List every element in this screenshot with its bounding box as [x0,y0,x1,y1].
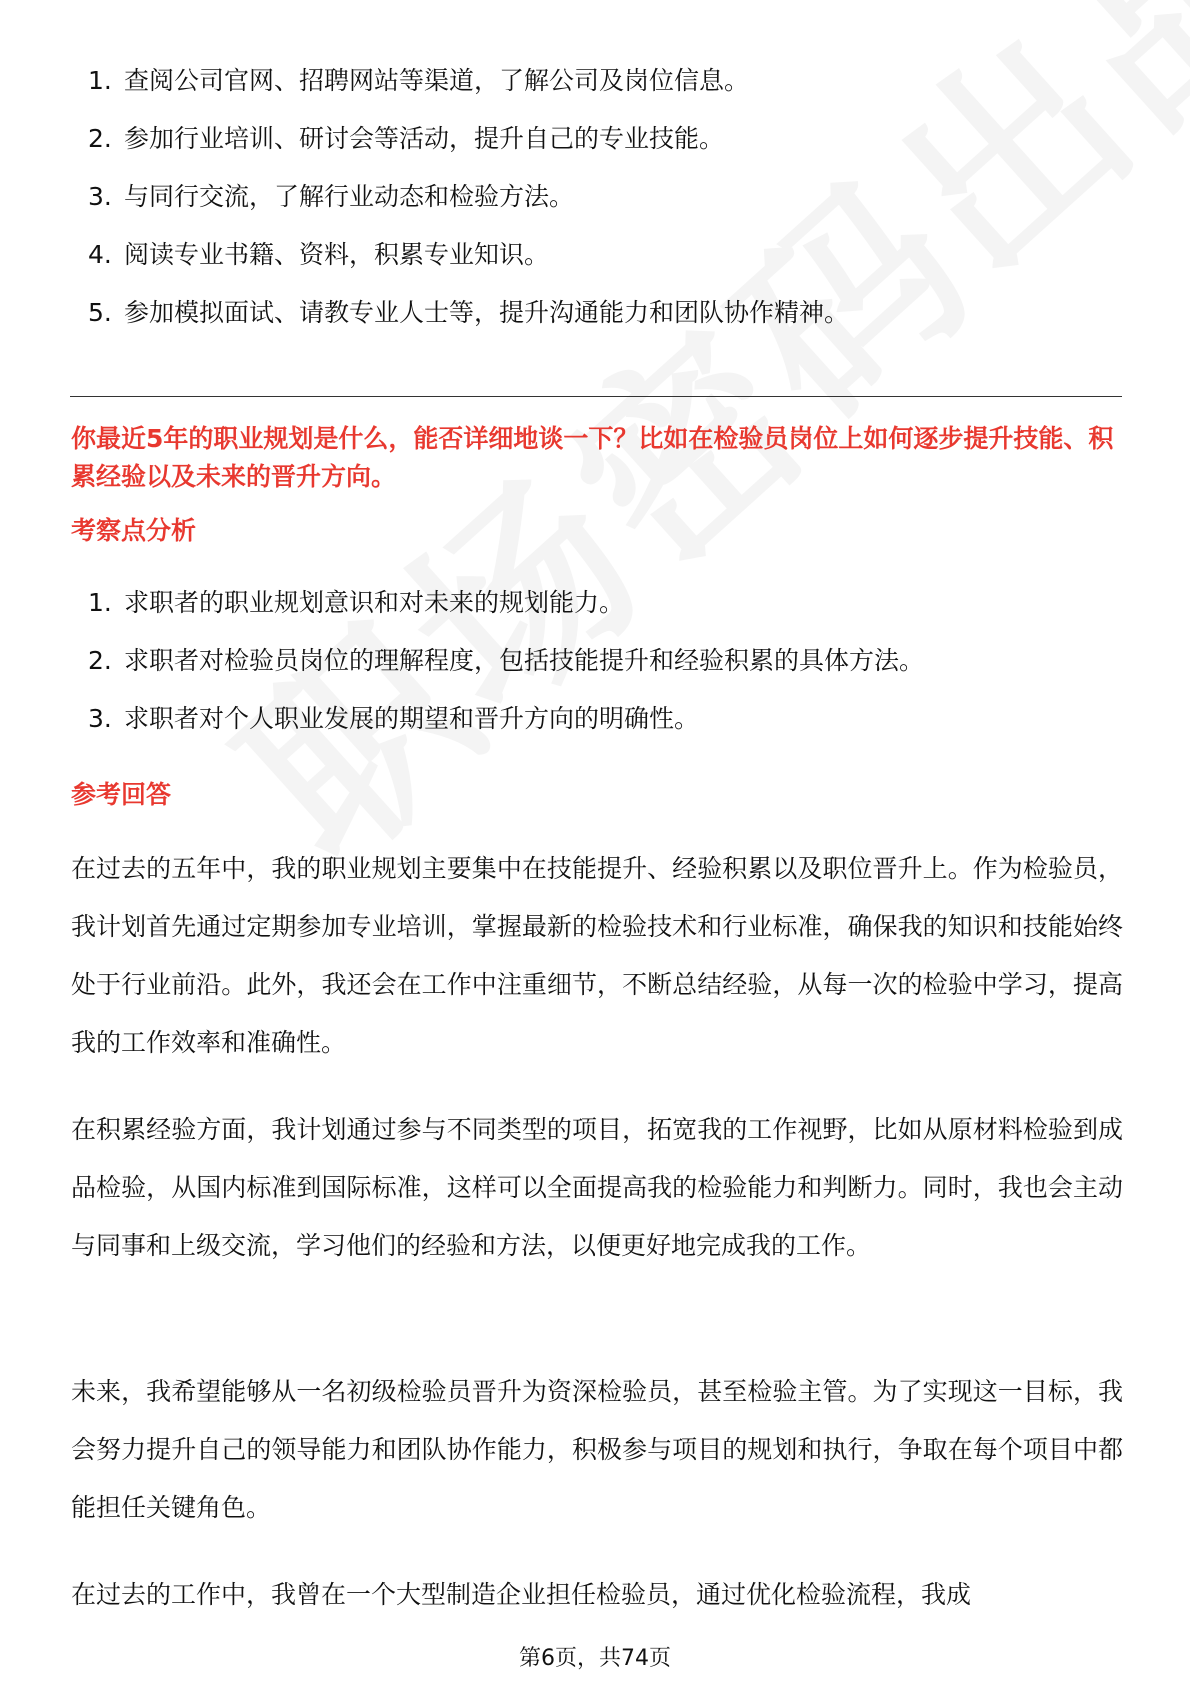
list-item [88,66,1128,124]
list-item [88,704,1128,762]
list-item-number: 2. [88,124,112,153]
list-item-text: 求职者的职业规划意识和对未来的规划能力。 [124,588,625,617]
answer-paragraph: 在过去的五年中，我的职业规划主要集中在技能提升、经验积累以及职位晋升上。作为检验员，我计划首先通过定期参加专业培训，掌握最新的检验技术和行业标准，确保我的知识和技能始终处于行业前沿。此外，我还会在工作中注重细节，不断总结经验，从每一次的检验中学习，提高我的工作效率和准确性。 [71,854,1123,1057]
analysis-list [88,588,1128,762]
list-item [88,298,1128,356]
list-item-text: 参加行业培训、研讨会等活动，提升自己的专业技能。 [124,124,725,153]
list-item-number: 3. [88,182,112,211]
list-item-number: 2. [88,646,112,675]
list-item [88,240,1128,298]
analysis-heading: 考察点分析 [71,516,197,545]
list-item-text: 求职者对个人职业发展的期望和晋升方向的明确性。 [124,704,700,733]
page-number: 第6页，共74页 [519,1646,671,1671]
list-item-number: 5. [88,298,112,327]
list-item-text: 与同行交流，了解行业动态和检验方法。 [124,182,575,211]
list-item [88,124,1128,182]
list-item-number: 4. [88,240,112,269]
interview-question: 你最近5年的职业规划是什么，能否详细地谈一下？比如在检验员岗位上如何逐步提升技能、积累经验以及未来的晋升方向。 [71,424,1114,491]
answer-paragraph: 在过去的工作中，我曾在一个大型制造企业担任检验员，通过优化检验流程，我成 [71,1580,972,1609]
prep-list [88,66,1128,356]
list-item [88,588,1128,646]
list-item-text: 求职者对检验员岗位的理解程度，包括技能提升和经验积累的具体方法。 [124,646,925,675]
list-item-text: 查阅公司官网、招聘网站等渠道，了解公司及岗位信息。 [124,66,750,95]
list-item-text: 阅读专业书籍、资料，积累专业知识。 [124,240,550,269]
answer-heading: 参考回答 [71,780,172,809]
list-item-number: 1. [88,588,112,617]
list-item [88,646,1128,704]
list-item-number: 1. [88,66,112,95]
list-item [88,182,1128,240]
answer-paragraph: 未来，我希望能够从一名初级检验员晋升为资深检验员，甚至检验主管。为了实现这一目标，我会努力提升自己的领导能力和团队协作能力，积极参与项目的规划和执行，争取在每个项目中都能担任关键角色。 [71,1377,1123,1522]
section-divider [70,396,1122,397]
answer-paragraph: 在积累经验方面，我计划通过参与不同类型的项目，拓宽我的工作视野，比如从原材料检验到成品检验，从国内标准到国际标准，这样可以全面提高我的检验能力和判断力。同时，我也会主动与同事和上级交流，学习他们的经验和方法，以便更好地完成我的工作。 [71,1115,1123,1260]
list-item-text: 参加模拟面试、请教专业人士等，提升沟通能力和团队协作精神。 [124,298,850,327]
list-item-number: 3. [88,704,112,733]
